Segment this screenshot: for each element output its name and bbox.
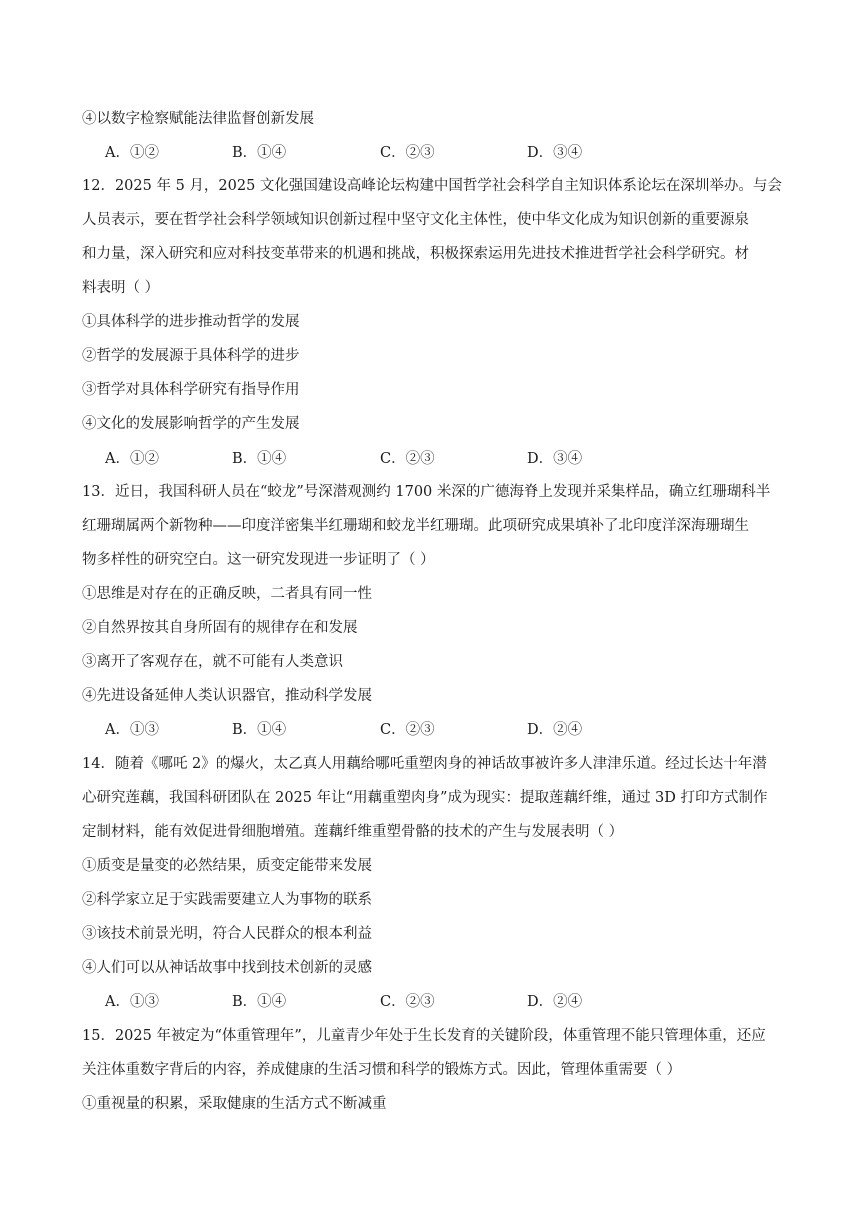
q12-stem-line-4: 料表明（ ） xyxy=(82,280,160,296)
q12-stem-line-1: 12．2025 年 5 月，2025 文化强国建设高峰论坛构建中国哲学社会科学自主知识体系论坛在深圳举办。与会 xyxy=(82,178,782,194)
q13-stem-line-1: 13．近日，我国科研人员在“蛟龙”号深潜观测约 1700 米深的广德海脊上发现并采集样品，确立红珊瑚科半 xyxy=(82,484,771,500)
q14-option-d[interactable]: D．②④ xyxy=(527,994,583,1010)
q12-option-c[interactable]: C．②③ xyxy=(380,451,435,467)
q13-stem-line-2: 红珊瑚属两个新物种——印度洋密集半红珊瑚和蛟龙半红珊瑚。此项研究成果填补了北印度洋深海珊瑚生 xyxy=(82,518,749,534)
q13-item-1: ①思维是对存在的正确反映，二者具有同一性 xyxy=(82,586,372,602)
q15-stem-line-1: 15．2025 年被定为“体重管理年”，儿童青少年处于生长发育的关键阶段，体重管理不能只管理体重，还应 xyxy=(82,1028,766,1044)
q14-option-a[interactable]: A．①③ xyxy=(105,994,159,1010)
q12-item-1: ①具体科学的进步推动哲学的发展 xyxy=(82,314,300,330)
q13-item-3: ③离开了客观存在，就不可能有人类意识 xyxy=(82,654,343,670)
q12-stem-line-3: 和力量，深入研究和应对科技变革带来的机遇和挑战，积极探索运用先进技术推进哲学社会科学研究。材 xyxy=(82,246,749,262)
q13-stem-line-3: 物多样性的研究空白。这一研究发现进一步证明了（ ） xyxy=(82,552,435,568)
q13-item-4: ④先进设备延伸人类认识器官，推动科学发展 xyxy=(82,688,372,704)
q13-option-a[interactable]: A．①③ xyxy=(105,722,159,738)
q11-option-a[interactable]: A．①② xyxy=(105,145,159,161)
q14-item-4: ④人们可以从神话故事中找到技术创新的灵感 xyxy=(82,960,372,976)
q14-stem-line-1: 14．随着《哪吒 2》的爆火，太乙真人用藕给哪吒重塑肉身的神话故事被许多人津津乐道。经过长达十年潜 xyxy=(82,756,767,772)
q14-item-3: ③该技术前景光明，符合人民群众的根本利益 xyxy=(82,926,372,942)
q13-option-d[interactable]: D．②④ xyxy=(527,722,583,738)
q14-item-2: ②科学家立足于实践需要建立人为事物的联系 xyxy=(82,892,372,908)
q11-option-b[interactable]: B．①④ xyxy=(232,145,287,161)
q12-item-3: ③哲学对具体科学研究有指导作用 xyxy=(82,382,300,398)
q13-option-b[interactable]: B．①④ xyxy=(232,722,287,738)
q14-option-b[interactable]: B．①④ xyxy=(232,994,287,1010)
q11-item-4: ④以数字检察赋能法律监督创新发展 xyxy=(82,111,314,127)
q12-option-d[interactable]: D．③④ xyxy=(527,451,583,467)
q12-item-2: ②哲学的发展源于具体科学的进步 xyxy=(82,348,300,364)
q11-option-d[interactable]: D．③④ xyxy=(527,145,583,161)
q14-stem-line-3: 定制材料，能有效促进骨细胞增殖。莲藕纤维重塑骨骼的技术的产生与发展表明（ ） xyxy=(82,824,624,840)
q12-option-a[interactable]: A．①② xyxy=(105,451,159,467)
q14-stem-line-2: 心研究莲藕，我国科研团队在 2025 年让“用藕重塑肉身”成为现实：提取莲藕纤维，通过 3D 打印方式制作 xyxy=(82,790,768,806)
q14-item-1: ①质变是量变的必然结果，质变定能带来发展 xyxy=(82,858,372,874)
q13-option-c[interactable]: C．②③ xyxy=(380,722,435,738)
q15-item-1: ①重视量的积累，采取健康的生活方式不断减重 xyxy=(82,1096,387,1112)
q12-option-b[interactable]: B．①④ xyxy=(232,451,287,467)
q15-stem-line-2: 关注体重数字背后的内容，养成健康的生活习惯和科学的锻炼方式。因此，管理体重需要（ ） xyxy=(82,1062,682,1078)
q11-option-c[interactable]: C．②③ xyxy=(380,145,435,161)
q13-item-2: ②自然界按其自身所固有的规律存在和发展 xyxy=(82,620,358,636)
q14-option-c[interactable]: C．②③ xyxy=(380,994,435,1010)
q12-item-4: ④文化的发展影响哲学的产生发展 xyxy=(82,416,300,432)
q12-stem-line-2: 人员表示，要在哲学社会科学领域知识创新过程中坚守文化主体性，使中华文化成为知识创新的重要源泉 xyxy=(82,212,749,228)
